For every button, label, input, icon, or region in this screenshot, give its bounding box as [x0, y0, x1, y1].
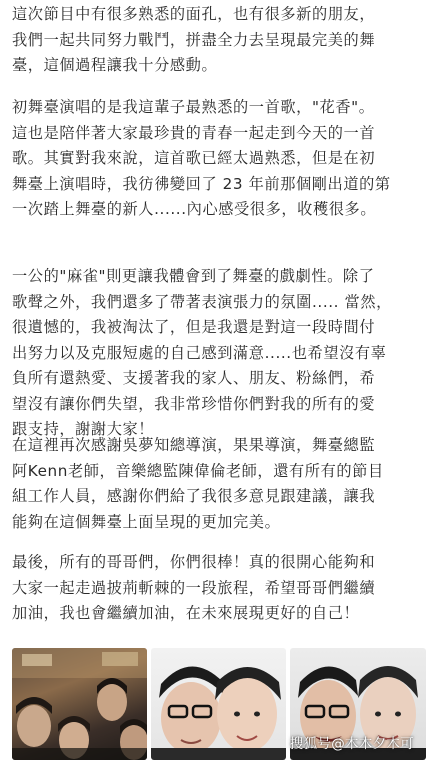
group-selfie-photo[interactable] — [12, 648, 147, 760]
duo-photo-1[interactable] — [151, 648, 286, 760]
paragraph-4 — [12, 433, 384, 535]
group-selfie-image — [12, 648, 147, 760]
paragraph-line: 歌聲之外，我們還多了帶著表演張力的氛圍..... 當然， — [12, 292, 392, 311]
paragraph-line: 初舞臺演唱的是我這輩子最熟悉的一首歌，"花香"。 — [12, 98, 375, 116]
paragraph-line: 一公的"麻雀"則更讓我體會到了舞臺的戲劇性。除了 — [12, 267, 375, 285]
duo-photo-1-image — [151, 648, 286, 760]
paragraph-line: 望沒有讓你們失望，我非常珍惜你們對我的所有的愛 — [12, 394, 376, 413]
paragraph-line: 在這裡再次感謝吳夢知總導演，果果導演，舞臺總監 — [12, 436, 376, 454]
photo-strip — [12, 648, 426, 760]
paragraph-line: 很遺憾的，我被淘汰了，但是我還是對這一段時間付 — [12, 318, 376, 336]
paragraph-line: 一次踏上舞臺的新人......內心感受很多，收穫很多。 — [12, 200, 377, 218]
paragraph-line: 歌。其實對我來說，這首歌已經太過熟悉，但是在初 — [12, 149, 376, 167]
paragraph-line: 組工作人員，感謝你們給了我很多意見跟建議，讓我 — [12, 487, 376, 505]
paragraph-1 — [12, 2, 375, 79]
paragraph-line: 跟支持，謝謝大家！ — [12, 420, 155, 438]
paragraph-line: 阿Kenn老師，音樂總監陳偉倫老師，還有所有的節目 — [12, 461, 384, 480]
paragraph-3 — [12, 264, 392, 443]
paragraph-line: 能夠在這個舞臺上面呈現的更加完美。 — [12, 512, 281, 531]
paragraph-line: 這次節目中有很多熟悉的面孔，也有很多新的朋友， — [12, 5, 376, 23]
paragraph-line: 舞臺上演唱時，我彷彿變回了 23 年前那個剛出道的第 — [12, 174, 391, 193]
paragraph-line: 加油，我也會繼續加油，在未來展現更好的自己！ — [12, 604, 360, 622]
watermark-text: 搜狐号@木木夕木可 — [289, 736, 414, 752]
paragraph-line: 大家一起走過披荊斬棘的一段旅程，希望哥哥們繼續 — [12, 578, 376, 597]
paragraph-line: 我們一起共同努力戰鬥，拼盡全力去呈現最完美的舞 — [12, 30, 376, 49]
paragraph-line: 負所有還熱愛、支援著我的家人、朋友、粉絲們，希 — [12, 369, 376, 387]
paragraph-line: 出努力以及克服短處的自己感到滿意.....也希望沒有辜 — [12, 343, 387, 362]
paragraph-2 — [12, 95, 391, 223]
paragraph-line: 臺，這個過程讓我十分感動。 — [12, 56, 218, 74]
paragraph-5 — [12, 550, 375, 627]
paragraph-line: 最後，所有的哥哥們，你們很棒！真的很開心能夠和 — [12, 553, 376, 571]
paragraph-line: 這也是陪伴著大家最珍貴的青春一起走到今天的一首 — [12, 123, 376, 142]
